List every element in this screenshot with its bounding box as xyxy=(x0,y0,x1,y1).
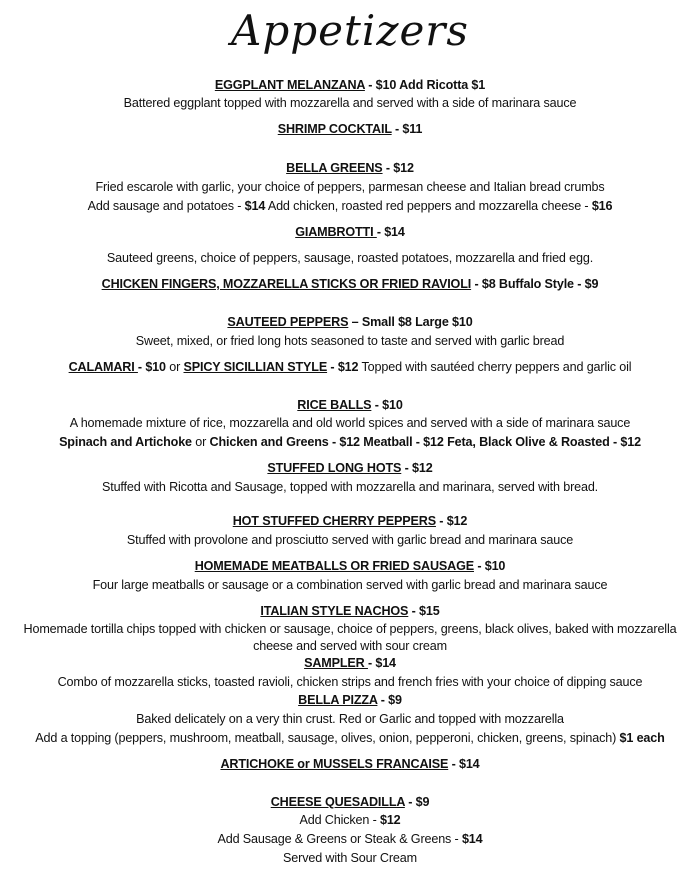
item-text: Battered eggplant topped with mozzarella and served with a side of marinara sauce xyxy=(123,96,577,110)
item-price: - $12 xyxy=(382,161,414,175)
menu-item-heading xyxy=(0,655,700,671)
menu-item-description xyxy=(0,577,700,593)
menu-item-description xyxy=(0,812,700,828)
item-text: cheese and served with sour cream xyxy=(253,639,447,653)
menu-item-description xyxy=(0,179,700,195)
menu-item-description xyxy=(0,850,700,866)
item-price: - $12 xyxy=(401,461,433,475)
item-name: HOMEMADE MEATBALLS OR FRIED SAUSAGE xyxy=(194,559,474,573)
menu-item-description xyxy=(0,532,700,548)
item-price: $1 each xyxy=(619,731,665,745)
menu-item-description xyxy=(0,95,700,111)
item-name: SAMPLER xyxy=(304,656,368,670)
item-name: BELLA GREENS xyxy=(286,161,383,175)
menu-item-description xyxy=(0,434,700,450)
item-text: Homemade tortilla chips topped with chicken or sausage, choice of peppers, greens, black olives, baked with mozzarella xyxy=(23,622,677,636)
item-price: - $12 xyxy=(327,360,359,374)
item-price: - $14 xyxy=(367,656,396,670)
menu-item-heading xyxy=(0,276,700,292)
menu-item-description xyxy=(0,674,700,690)
item-price: $14 xyxy=(461,832,483,846)
menu-item-description xyxy=(0,638,700,654)
item-text: or xyxy=(165,360,184,374)
page-title: Appetizers xyxy=(231,6,469,55)
item-text: Stuffed with provolone and prosciutto served with garlic bread and marinara sauce xyxy=(126,533,574,547)
item-name: SAUTEED PEPPERS xyxy=(227,315,349,329)
item-name: BELLA PIZZA xyxy=(298,693,378,707)
menu-item-description xyxy=(0,730,700,746)
menu-item-description xyxy=(0,479,700,495)
item-price: $12 xyxy=(379,813,401,827)
item-text: Fried escarole with garlic, your choice of peppers, parmesan cheese and Italian bread crumbs xyxy=(95,180,605,194)
item-text: or xyxy=(191,435,210,449)
item-price: - $10 xyxy=(473,559,506,573)
menu-item-description xyxy=(0,831,700,847)
item-price: $14 xyxy=(244,199,266,213)
item-text: Add Chicken - xyxy=(299,813,380,827)
item-name: CHICKEN FINGERS, MOZZARELLA STICKS OR FRIED RAVIOLI xyxy=(101,277,472,291)
item-name: EGGPLANT MELANZANA xyxy=(214,78,365,92)
item-text: Combo of mozzarella sticks, toasted ravioli, chicken strips and french fries with your choice of dipping sauce xyxy=(57,675,643,689)
menu-item-heading xyxy=(0,692,700,708)
menu-item-heading xyxy=(0,224,700,240)
item-name: SPICY SICILLIAN STYLE xyxy=(183,360,328,374)
item-price: - $11 xyxy=(391,122,423,136)
item-price: Spinach and Artichoke xyxy=(59,435,192,449)
menu-item-description xyxy=(0,621,700,637)
item-text: Baked delicately on a very thin crust. Red or Garlic and topped with mozzarella xyxy=(136,712,564,726)
item-text: Topped with sautéed cherry peppers and garlic oil xyxy=(358,360,632,374)
item-text: Stuffed with Ricotta and Sausage, topped with mozzarella and marinara, served with bread. xyxy=(101,480,599,494)
item-text: Add chicken, roasted red peppers and mozzarella cheese - xyxy=(265,199,592,213)
menu-item-heading xyxy=(0,558,700,574)
item-price: $16 xyxy=(591,199,613,213)
item-price: - $12 xyxy=(435,514,468,528)
item-name: STUFFED LONG HOTS xyxy=(267,461,402,475)
item-price: - $9 xyxy=(404,795,430,809)
item-name: CHEESE QUESADILLA xyxy=(270,795,405,809)
menu-item-heading xyxy=(0,603,700,619)
menu-item-heading xyxy=(0,460,700,476)
item-price: - $14 xyxy=(376,225,405,239)
item-price: – Small $8 Large $10 xyxy=(348,315,473,329)
item-price: - $14 xyxy=(448,757,480,771)
menu-item-heading xyxy=(0,513,700,529)
item-text: Four large meatballs or sausage or a combination served with garlic bread and marinara sauce xyxy=(92,578,608,592)
item-name: CALAMARI xyxy=(68,360,138,374)
item-text: Add Sausage & Greens or Steak & Greens - xyxy=(217,832,462,846)
item-name: ARTICHOKE or MUSSELS FRANCAISE xyxy=(220,757,449,771)
menu-item-heading xyxy=(0,756,700,772)
item-name: GIAMBROTTI xyxy=(295,225,377,239)
item-name: ITALIAN STYLE NACHOS xyxy=(260,604,409,618)
item-price: - $9 xyxy=(377,693,402,707)
item-price: - $10 xyxy=(137,360,166,374)
menu-item-heading xyxy=(0,77,700,93)
menu-item-heading xyxy=(0,397,700,413)
menu-item-heading xyxy=(0,121,700,137)
menu-item-heading xyxy=(0,359,700,375)
menu-item-heading xyxy=(0,160,700,176)
item-text: Sauteed greens, choice of peppers, sausage, roasted potatoes, mozzarella and fried egg. xyxy=(106,251,594,265)
item-price: - $15 xyxy=(408,604,440,618)
menu-item-description xyxy=(0,333,700,349)
item-price: - $8 Buffalo Style - $9 xyxy=(471,277,599,291)
item-text: A homemade mixture of rice, mozzarella and old world spices and served with a side of marinara sauce xyxy=(69,416,631,430)
menu-item-description xyxy=(0,198,700,214)
menu-item-description xyxy=(0,711,700,727)
menu-item-description xyxy=(0,250,700,266)
menu-item-heading xyxy=(0,314,700,330)
menu-item-description xyxy=(0,415,700,431)
item-text: Add sausage and potatoes - xyxy=(87,199,245,213)
item-text: Served with Sour Cream xyxy=(283,851,417,865)
item-price: Chicken and Greens - $12 Meatball - $12 Feta, Black Olive & Roasted - $12 xyxy=(209,435,641,449)
item-text: Sweet, mixed, or fried long hots seasoned to taste and served with garlic bread xyxy=(135,334,565,348)
menu-item-heading xyxy=(0,794,700,810)
item-name: HOT STUFFED CHERRY PEPPERS xyxy=(232,514,436,528)
item-price: - $10 xyxy=(371,398,403,412)
item-name: SHRIMP COCKTAIL xyxy=(277,122,392,136)
item-price: - $10 Add Ricotta $1 xyxy=(364,78,486,92)
item-name: RICE BALLS xyxy=(297,398,372,412)
item-text: Add a topping (peppers, mushroom, meatball, sausage, olives, onion, pepperoni, chicken, greens, spinach) xyxy=(35,731,620,745)
